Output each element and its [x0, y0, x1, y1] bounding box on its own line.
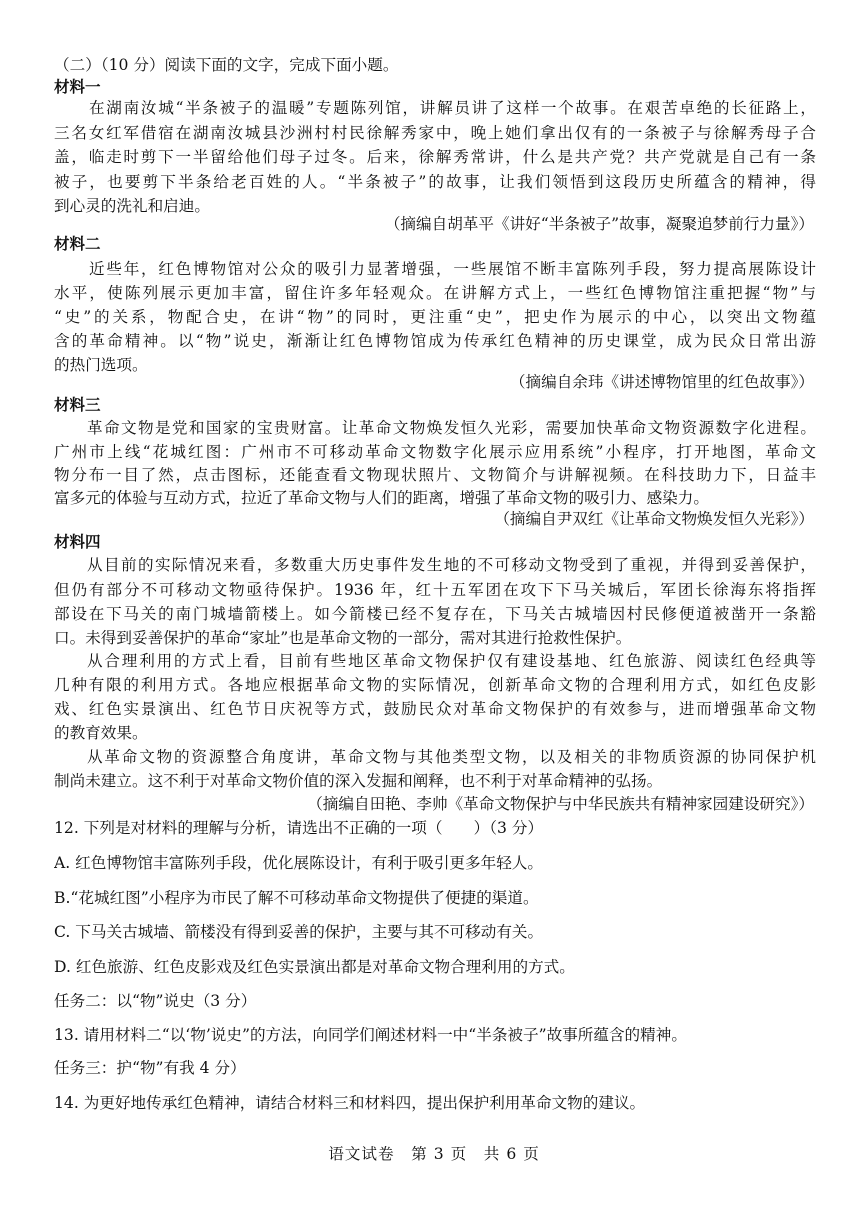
section-header: （二）（10 分）阅读下面的文字，完成下面小题。	[54, 56, 399, 74]
material-4-line: 从目前的实际情况来看，多数重大历史事件发生地的不可移动文物受到了重视，并得到妥善保护，	[87, 556, 816, 574]
material-1-label: 材料一	[54, 78, 101, 96]
question-12-stem	[54, 818, 816, 838]
material-1-line: 在湖南汝城“半条被子的温暖”专题陈列馆，讲解员讲了这样一个故事。在艰苦卓绝的长征路上，	[89, 99, 816, 117]
material-1-line: 三名女红军借宿在湖南汝城县沙洲村村民徐解秀家中，晚上她们拿出仅有的一条被子与徐解秀母子合	[54, 124, 816, 142]
material-3-line: 物分布一目了然，点击图标，还能查看文物现状照片、文物简介与讲解视频。在科技助力下，日益丰	[54, 466, 816, 484]
question-12-option-a: A. 红色博物馆丰富陈列手段，优化展陈设计，有利于吸引更多年轻人。	[54, 854, 543, 872]
material-1-line: 被子，也要剪下半条给老百姓的人。“半条被子”的故事，让我们领悟到这段历史所蕴含的精神，得	[54, 173, 816, 191]
material-2-line: 的热门选项。	[54, 356, 148, 374]
material-4-label: 材料四	[54, 533, 101, 551]
page-footer: 语文试卷 第 3 页 共 6 页	[328, 1145, 540, 1163]
question-12-option-b: B.“花城红图”小程序为市民了解不可移动革命文物提供了便捷的渠道。	[54, 889, 539, 907]
material-3-line: 革命文物是党和国家的宝贵财富。让革命文物焕发恒久光彩，需要加快革命文物资源数字化进程。	[87, 419, 816, 437]
question-12-option-d: D. 红色旅游、红色皮影戏及红色实景演出都是对革命文物合理利用的方式。	[54, 958, 575, 976]
material-2-line: 近些年，红色博物馆对公众的吸引力显著增强，一些展馆不断丰富陈列手段，努力提高展陈设计	[89, 260, 816, 278]
material-3-line: 富多元的体验与互动方式，拉近了革命文物与人们的距离，增强了革命文物的吸引力、感染力。	[54, 489, 709, 507]
task-2-heading: 任务二：以“物”说史（3 分）	[54, 992, 257, 1010]
material-4-line: 从合理利用的方式上看，目前有些地区革命文物保护仅有建设基地、红色旅游、阅读红色经典等	[87, 652, 816, 670]
question-12-stem-pre: 12. 下列是对材料的理解与分析，请选出不	[54, 819, 349, 837]
question-13: 13. 请用材料二“以‘物’说史”的方法，向同学们阐述材料一中“半条被子”故事所蕴含的精神。	[54, 1026, 687, 1044]
material-4-line: 但仍有部分不可移动文物亟待保护。1936 年，红十五军团在攻下下马关城后，军团长徐海东将指挥	[54, 581, 816, 599]
question-14: 14. 为更好地传承红色精神，请结合材料三和材料四，提出保护利用革命文物的建议。	[54, 1094, 646, 1112]
material-2-line: 水平，使陈列展示更加丰富，留住许多年轻观众。在讲解方式上，一些红色博物馆注重把握“物”与	[54, 284, 816, 302]
material-4-source: （摘编自田艳、李帅《革命文物保护与中华民族共有精神家园建设研究》）	[307, 795, 814, 813]
material-4-line: 部设在下马关的南门城墙箭楼上。如今箭楼已经不复存在，下马关古城墙因村民修便道被凿开一条豁	[54, 605, 816, 623]
material-2-line: 含的革命精神。以“物”说史，渐渐让红色博物馆成为传承红色精神的历史课堂，成为民众日常出游	[54, 332, 816, 350]
material-3-label: 材料三	[54, 396, 101, 414]
material-4-line: 戏、红色实景演出、红色节日庆祝等方式，鼓励民众对革命文物保护的有效参与，进而增强革命文物	[54, 700, 816, 718]
material-1-line: 盖，临走时剪下一半留给他们母子过冬。后来，徐解秀常讲，什么是共产党？共产党就是自己有一条	[54, 148, 816, 166]
question-12-stem-post: 的一项（ ）（3 分）	[380, 819, 544, 837]
material-2-source: （摘编自余玮《讲述博物馆里的红色故事》）	[509, 373, 814, 391]
material-4-line: 口。未得到妥善保护的革命“家址”也是革命文物的一部分，需对其进行抢救性保护。	[54, 629, 632, 647]
question-12-option-c: C. 下马关古城墙、箭楼没有得到妥善的保护，主要与其不可移动有关。	[54, 923, 544, 941]
material-4-line: 的教育效果。	[54, 724, 148, 742]
material-4-line: 从革命文物的资源整合角度讲，革命文物与其他类型文物，以及相关的非物质资源的协同保护机	[87, 748, 816, 766]
material-1-line: 到心灵的洗礼和启迪。	[54, 197, 210, 215]
task-3-heading: 任务三：护“物”有我 4 分）	[54, 1059, 246, 1077]
material-4-line: 制尚未建立。这不利于对革命文物价值的深入发掘和阐释，也不利于对革命精神的弘扬。	[54, 772, 663, 790]
emphasis-char: 确	[364, 819, 381, 837]
material-4-line: 几种有限的利用方式。各地应根据革命文物的实际情况，创新革命文物的合理利用方式，如红色皮影	[54, 676, 816, 694]
material-2-label: 材料二	[54, 235, 101, 253]
emphasis-char: 正	[348, 819, 365, 837]
material-3-line: 广州市上线“花城红图：广州市不可移动革命文物数字化展示应用系统”小程序，打开地图，革命文	[54, 443, 816, 461]
material-1-source: （摘编自胡革平《讲好“半条被子”故事，凝聚追梦前行力量》）	[384, 215, 814, 233]
material-2-line: “史”的关系，物配合史，在讲“物”的同时，更注重“史”，把史作为展示的中心，以突出文物蕴	[54, 308, 816, 326]
material-3-source: （摘编自尹双红《让革命文物焕发恒久光彩》）	[494, 510, 814, 528]
